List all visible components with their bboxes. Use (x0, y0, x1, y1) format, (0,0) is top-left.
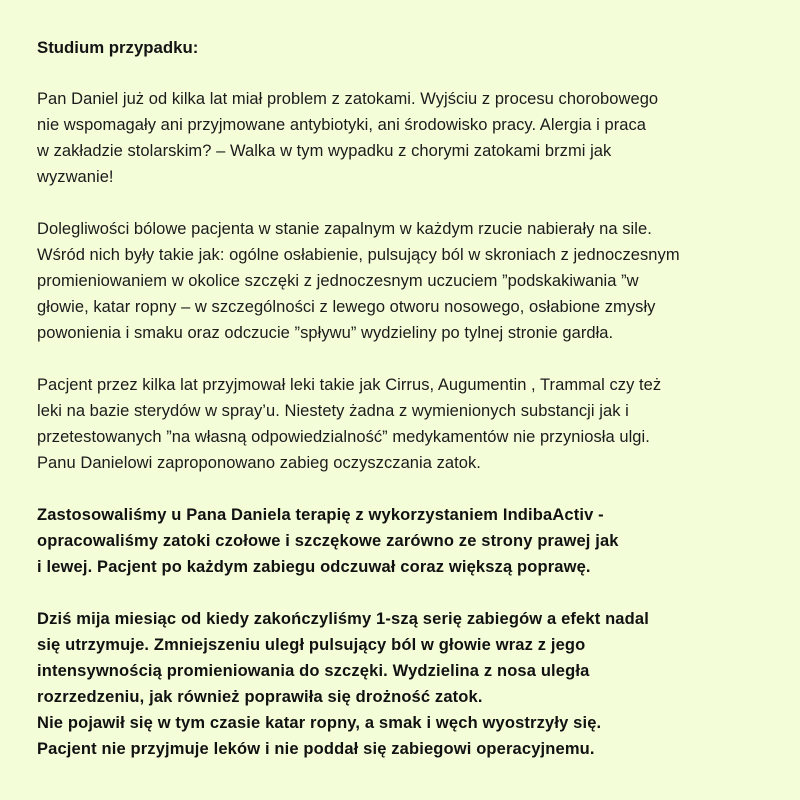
paragraph-line: Pacjent przez kilka lat przyjmował leki takie jak Cirrus, Augumentin , Trammal czy też (37, 376, 662, 394)
paragraph-line: powonienia i smaku oraz odczucie ”spływu” wydzieliny po tylnej stronie gardła. (37, 324, 614, 342)
paragraph-line: Zastosowaliśmy u Pana Daniela terapię z wykorzystaniem IndibaActiv - (37, 506, 604, 524)
paragraph-symptoms (37, 216, 770, 346)
paragraph-line: intensywnością promieniowania do szczęki. Wydzielina z nosa uległa (37, 662, 590, 680)
paragraph-line: rozrzedzeniu, jak również poprawiła się drożność zatok. (37, 688, 483, 706)
paragraph-line: Pan Daniel już od kilka lat miał problem z zatokami. Wyjściu z procesu chorobowego (37, 90, 659, 108)
paragraph-line: przetestowanych ”na własną odpowiedzialność” medykamentów nie przyniosła ulgi. (37, 428, 650, 446)
paragraph-line: Nie pojawił się w tym czasie katar ropny, a smak i węch wyostrzyły się. (37, 714, 602, 732)
paragraph-history (37, 86, 770, 190)
paragraph-line: wyzwanie! (37, 168, 114, 186)
paragraph-line: głowie, katar ropny – w szczególności z lewego otworu nosowego, osłabione zmysły (37, 298, 656, 316)
paragraph-line: promieniowaniem w okolice szczęki z jednoczesnym uczuciem ”podskakiwania ”w (37, 272, 639, 290)
paragraph-medication (37, 372, 770, 476)
paragraph-results (37, 606, 770, 762)
paragraph-line: nie wspomagały ani przyjmowane antybiotyki, ani środowisko pracy. Alergia i praca (37, 116, 647, 134)
paragraph-line: opracowaliśmy zatoki czołowe i szczękowe zarówno ze strony prawej jak (37, 532, 619, 550)
paragraph-line: Pacjent nie przyjmuje leków i nie poddał się zabiegowi operacyjnemu. (37, 740, 595, 758)
paragraph-therapy (37, 502, 770, 580)
paragraph-line: w zakładzie stolarskim? – Walka w tym wypadku z chorymi zatokami brzmi jak (37, 142, 612, 160)
paragraph-line: się utrzymuje. Zmniejszeniu uległ pulsujący ból w głowie wraz z jego (37, 636, 586, 654)
paragraph-line: Wśród nich były takie jak: ogólne osłabienie, pulsujący ból w skroniach z jednoczesnym (37, 246, 680, 264)
paragraph-line: i lewej. Pacjent po każdym zabiegu odczuwał coraz większą poprawę. (37, 558, 591, 576)
paragraph-line: Dziś mija miesiąc od kiedy zakończyliśmy 1-szą serię zabiegów a efekt nadal (37, 610, 649, 628)
paragraph-line: Panu Danielowi zaproponowano zabieg oczyszczania zatok. (37, 454, 481, 472)
case-study-title: Studium przypadku: (37, 38, 199, 57)
paragraph-line: leki na bazie sterydów w spray’u. Niestety żadna z wymienionych substancji jak i (37, 402, 629, 420)
paragraph-line: Dolegliwości bólowe pacjenta w stanie zapalnym w każdym rzucie nabierały na sile. (37, 220, 652, 238)
